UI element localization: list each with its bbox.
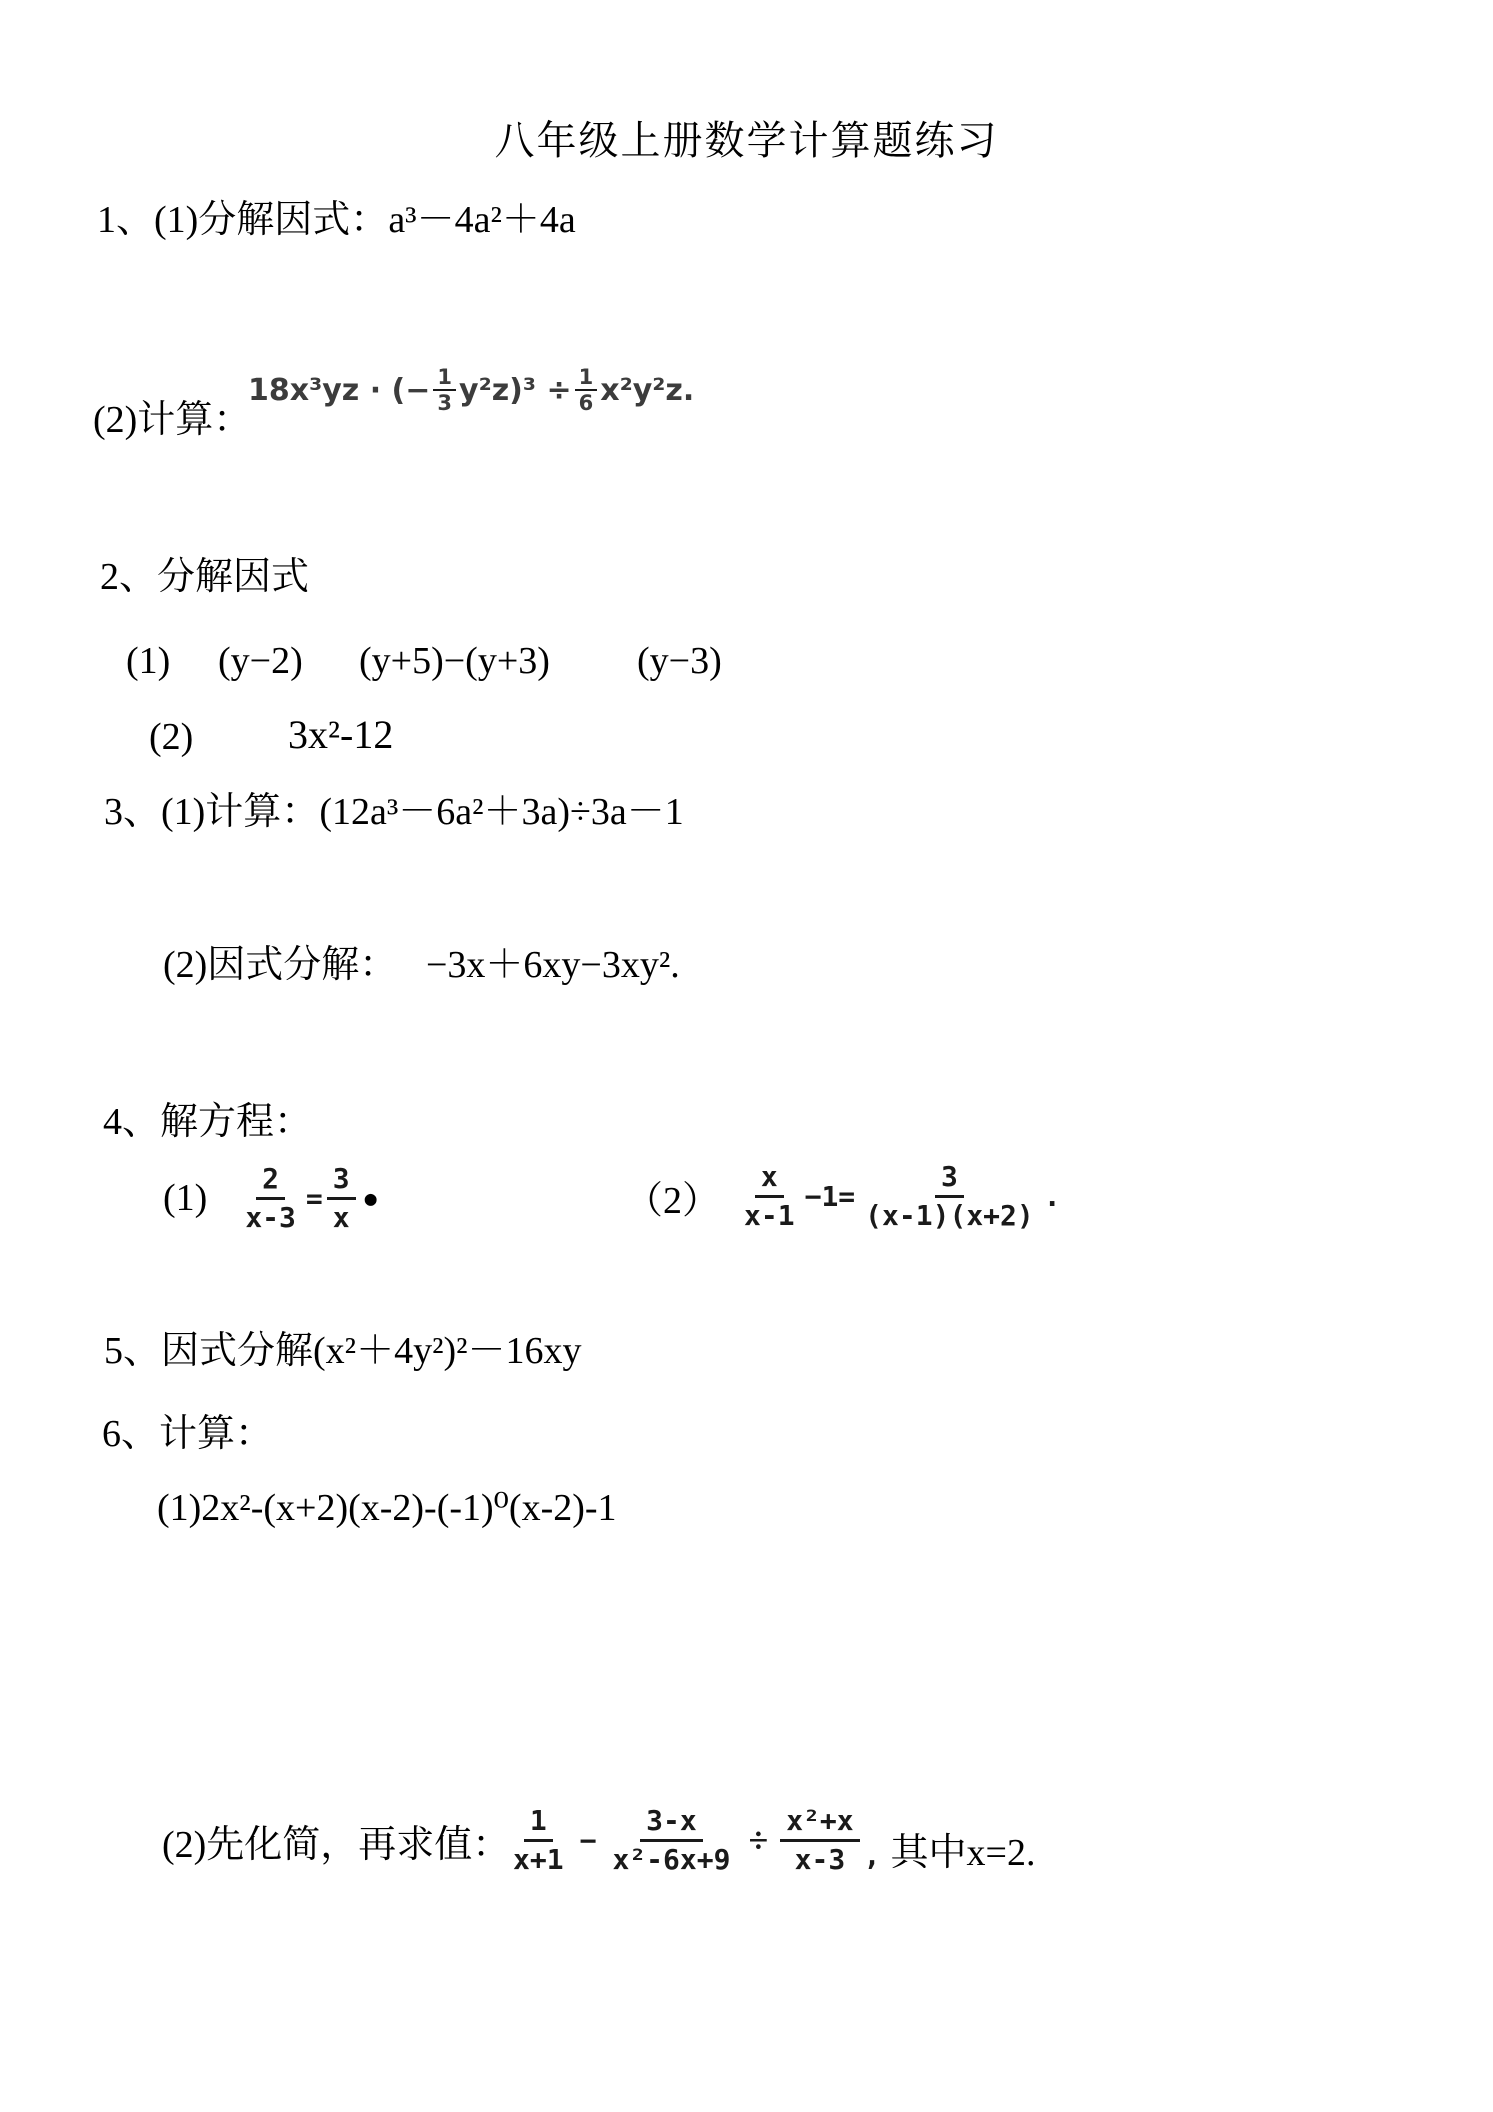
fraction-denominator: x²-6x+9 xyxy=(612,1842,731,1876)
fraction-x-squared-plus-x-over-x-minus-3 xyxy=(780,1806,859,1874)
fraction-3-minus-x-over-quadratic xyxy=(606,1806,736,1874)
problem1-part2-label: (2)计算： xyxy=(93,399,252,441)
fraction-numerator: 1 xyxy=(575,366,598,391)
period: . xyxy=(1043,1179,1061,1213)
problem4-equation2-label: （2） xyxy=(625,1179,721,1222)
problem2-item2-expression: 3x²-12 xyxy=(288,712,394,757)
problem4-heading: 4、解方程： xyxy=(103,1101,313,1143)
fraction-3-over-product xyxy=(859,1162,1040,1230)
problem4-equation1-label: (1) xyxy=(163,1177,208,1219)
fraction-numerator: 3-x xyxy=(640,1806,703,1841)
problem3-part2-expression: −3x＋6xy−3xy². xyxy=(426,944,680,986)
problem4-equation2 xyxy=(625,1156,1061,1236)
evaluate-condition: 其中x=2. xyxy=(890,1831,1036,1874)
problem6-heading: 6、计算： xyxy=(102,1413,274,1455)
fraction-numerator: 3 xyxy=(327,1164,356,1199)
fraction-one-sixth xyxy=(575,366,598,414)
division-sign: ÷ xyxy=(748,1820,769,1860)
problem3-part1 xyxy=(104,791,684,835)
fraction-denominator: x xyxy=(332,1200,350,1234)
problem3-part1-label: 3、(1)计算： xyxy=(104,791,320,833)
problem3-part2-label: (2)因式分解： xyxy=(163,944,398,986)
problem2-item1-expression-a: (y−2) xyxy=(218,640,303,682)
fraction-numerator: 3 xyxy=(935,1162,964,1197)
problem6-item2-label: (2)先化简，再求值： xyxy=(162,1824,511,1866)
problem5 xyxy=(104,1330,582,1374)
bullet-dot: ● xyxy=(364,1186,377,1210)
fraction-numerator: 1 xyxy=(524,1806,553,1841)
fraction-denominator: 3 xyxy=(437,391,453,415)
fraction-denominator: x-3 xyxy=(245,1200,296,1234)
page-title: 八年级上册数学计算题练习 xyxy=(494,118,999,163)
fraction-denominator: x+1 xyxy=(513,1842,564,1876)
fraction-one-third xyxy=(433,366,456,414)
fraction-denominator: x-3 xyxy=(794,1842,846,1876)
fraction-1-over-x-plus-1 xyxy=(507,1806,570,1874)
fraction-x-over-x-minus-1 xyxy=(738,1162,801,1230)
problem1-part2-formula xyxy=(248,358,694,422)
problem1-part1 xyxy=(97,199,576,243)
problem6-item1-expression: (1)2x²-(x+2)(x-2)-(-1)⁰(x-2)-1 xyxy=(157,1487,617,1529)
formula-segment-3: x²y²z. xyxy=(600,372,695,408)
fraction-numerator: x xyxy=(755,1162,784,1197)
formula-segment-1: 18x³yz · (− xyxy=(248,372,431,408)
fraction-denominator: 6 xyxy=(578,391,594,415)
problem2-item1-label: (1) xyxy=(126,640,171,682)
problem2-item1-expression-c: (y−3) xyxy=(637,640,722,682)
fraction-numerator: x²+x xyxy=(780,1806,859,1841)
fraction-denominator: x-1 xyxy=(744,1198,795,1232)
problem2-item1-expression-b: (y+5)−(y+3) xyxy=(359,640,550,682)
fraction-2-over-x-minus-3 xyxy=(239,1164,302,1232)
problem1-part1-label: 1、(1)分解因式： xyxy=(97,199,389,241)
problem3-part1-expression: (12a³－6a²＋3a)÷3a－1 xyxy=(319,791,684,833)
problem4-equation1 xyxy=(163,1160,377,1236)
problem1-part1-expression: a³－4a²＋4a xyxy=(388,199,576,241)
fraction-3-over-x xyxy=(327,1164,356,1232)
problem6-item2-expression xyxy=(503,1794,1035,1886)
minus-one-equals: −1= xyxy=(804,1179,856,1213)
problem2-heading: 2、分解因式 xyxy=(100,556,310,598)
equals-sign: = xyxy=(305,1181,323,1215)
comma: , xyxy=(863,1839,881,1872)
problem5-expression: (x²＋4y²)²－16xy xyxy=(313,1330,582,1372)
fraction-denominator: (x-1)(x+2) xyxy=(865,1198,1034,1232)
fraction-numerator: 1 xyxy=(433,366,456,391)
formula-segment-2: y²z)³ ÷ xyxy=(459,372,572,408)
minus-sign: − xyxy=(579,1823,597,1857)
problem5-label: 5、因式分解 xyxy=(104,1330,314,1372)
fraction-numerator: 2 xyxy=(256,1164,285,1199)
problem2-item2-label: (2) xyxy=(149,716,194,758)
